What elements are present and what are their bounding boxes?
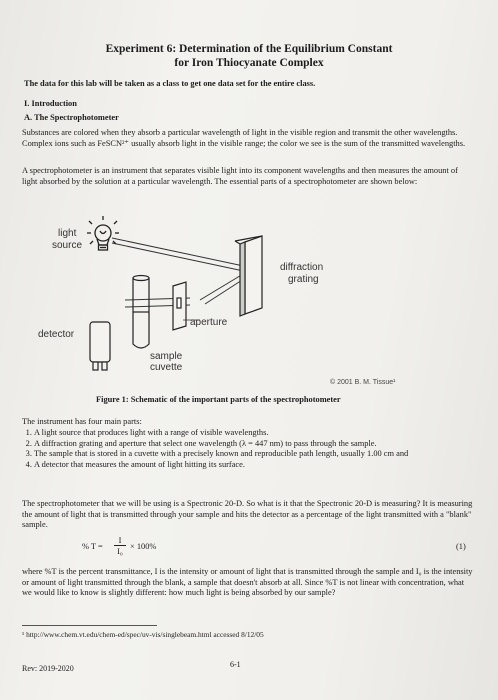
light-source-label-1: light [58,228,77,239]
part-item-2: 2. A diffraction grating and aperture that select one wavelength (λ = 447 nm) to pass through the sample. [34,439,474,450]
schematic-drawing [30,212,470,392]
equation-number: (1) [456,542,466,551]
revision: Rev: 2019-2020 [22,664,74,673]
title-line-2: for Iron Thiocyanate Complex [174,57,324,69]
aperture-plate [173,282,186,330]
detector-label: detector [38,329,75,340]
class-note: The data for this lab will be taken as a class to get one data set for the entire class. [24,79,316,88]
paragraph-absorbance-intro: Substances are colored when they absorb a particular wavelength of light in the visible region and transmit the other wavelengths. Complex ions such as FeSCN²⁺ usually absorb light in the visible range; the color we see is the sum of the transmitted wavelengths. [22,128,466,148]
spectrophotometer-schematic [30,212,470,392]
figure-caption: Figure 1: Schematic of the important parts of the spectrophotometer [96,395,341,404]
sample-label-2: cuvette [150,362,183,373]
paragraph-spectrophotometer-definition: A spectrophotometer is an instrument that separates visible light into its component wavelengths and then measures the amount of light absorbed by the solution at a particular wavelength. The essential parts of a spectrophotometer are shown below: [22,166,458,186]
equation-numerator: I [114,536,126,546]
sample-label-1: sample [150,351,183,362]
equation-denominator: I₀ [117,547,123,556]
parts-list [22,428,474,470]
light-source-label-2: source [52,240,83,251]
detector-block [90,322,110,370]
paragraph-spectronic: The spectrophotometer that we will be using is a Spectronic 20-D. So what is it that the Spectronic 20-D is measuring? It is measuring the amount of light that is transmitted through your sample and hits the detector as a percentage of the light transmitted with a "blank" sample. [22,499,473,530]
equation-lhs: % T = [82,542,103,551]
light-bulb-icon [87,216,119,250]
sample-cuvette [133,276,149,349]
section-introduction: I. Introduction [24,99,77,108]
paragraph-transmittance-definition: where %T is the percent transmittance, I is the intensity or amount of light that is transmitted through the sample and I₀ is the intensity or amount of light transmitted through the blank, a sample that doesn't absorb at all. Since %T is not linear with concentration, what we would like to know is slightly different: how much light is being absorbed by our sample? [22,567,473,598]
footnote-divider [22,625,157,626]
footnote: ¹ http://www.chem.vt.edu/chem-ed/spec/uv-vis/singlebeam.html accessed 8/12/05 [22,630,264,639]
diagram-copyright: © 2001 B. M. Tissue¹ [330,379,396,386]
equation-rhs: × 100% [130,542,157,551]
part-item-4: 4. A detector that measures the amount of light hitting its surface. [34,460,474,471]
diffraction-label-2: grating [288,274,319,285]
aperture-label: aperture [190,317,228,328]
part-item-1: 1. A light source that produces light with a range of visible wavelengths. [34,428,474,439]
title-line-1: Experiment 6: Determination of the Equilibrium Constant [105,43,393,55]
diffraction-label-1: diffraction [280,262,324,273]
page-number: 6-1 [230,660,241,669]
part-item-3: 3. The sample that is stored in a cuvette with a precisely known and reproducible path length, usually 1.00 cm and [34,449,474,460]
subsection-spectrophotometer: A. The Spectrophotometer [24,113,119,122]
equation-transmittance [82,536,472,560]
parts-intro: The instrument has four main parts: [22,417,142,426]
